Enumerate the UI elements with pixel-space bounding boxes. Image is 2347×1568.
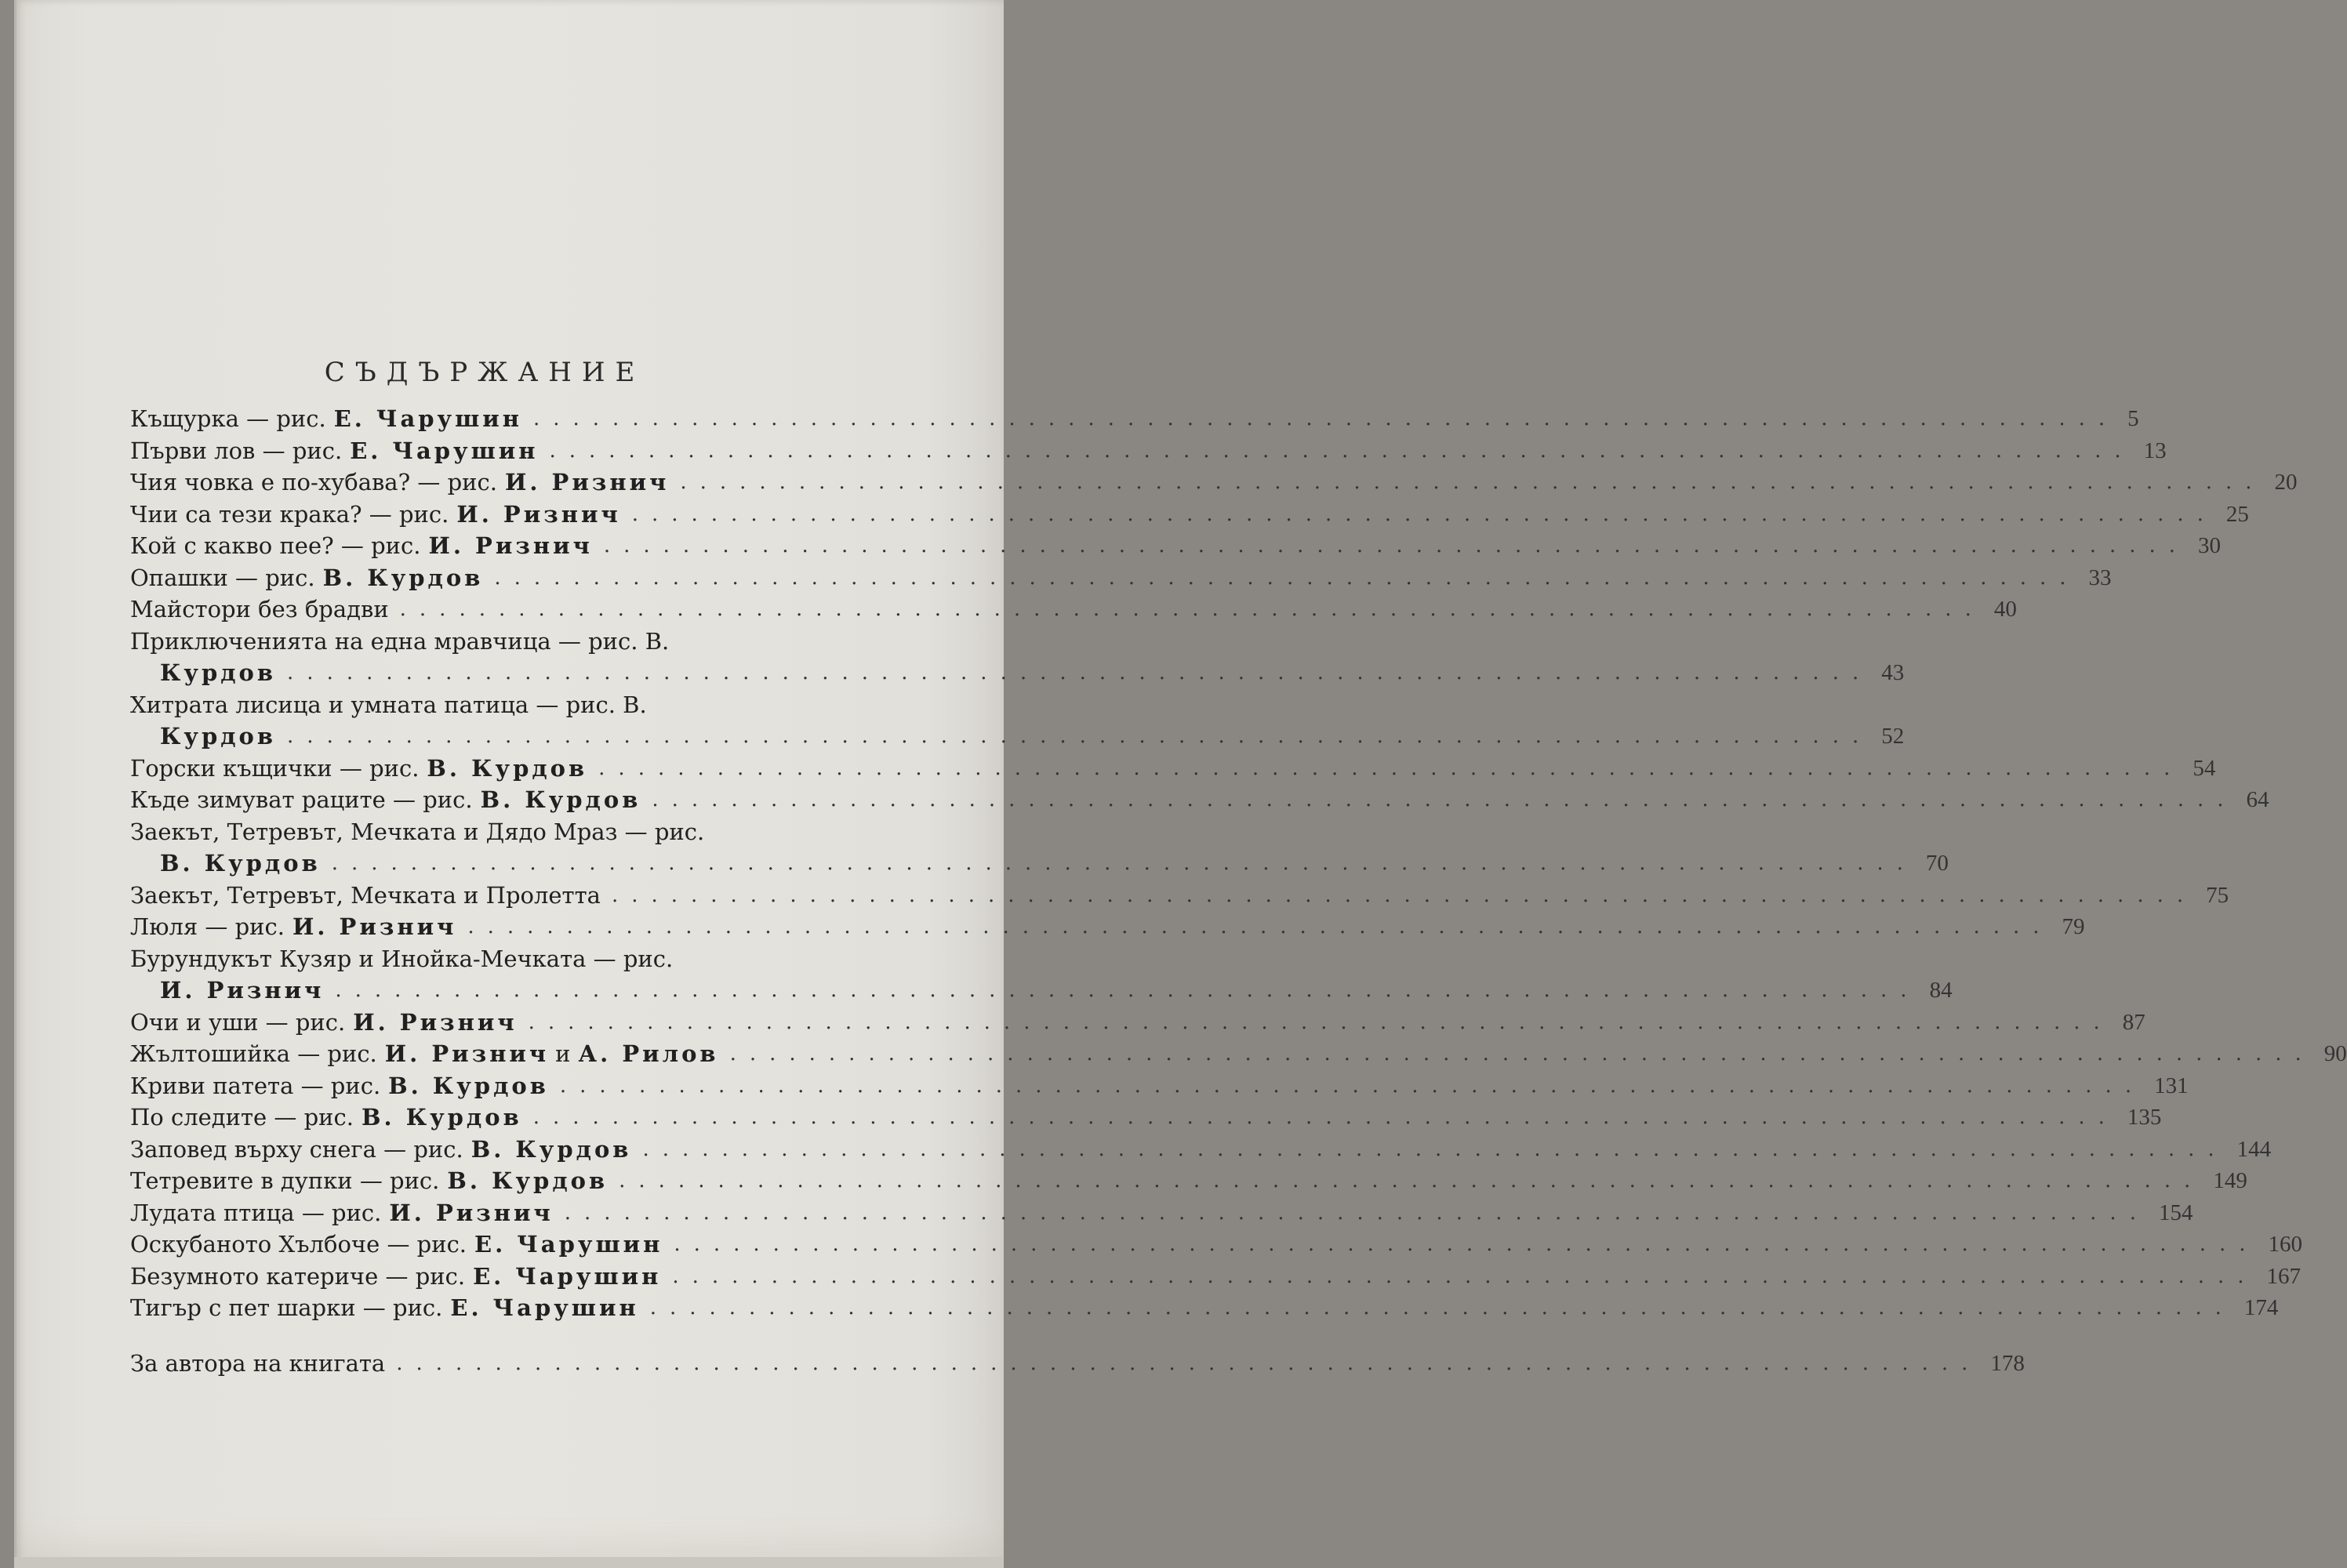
toc-entry (130, 530, 2222, 562)
toc-entry (130, 593, 2017, 626)
toc-entry-line (130, 943, 852, 975)
dot-leader: ................................................................................ (528, 1010, 2113, 1034)
toc-entry (130, 1229, 2303, 1261)
toc-page-number: 40 (1993, 597, 2017, 622)
toc-entry-artist: В. Курдов (160, 850, 321, 877)
dot-leader: ................................................................................ (331, 851, 1916, 875)
toc-page-number: 54 (2193, 755, 2216, 781)
toc-page-number: 178 (1990, 1350, 2025, 1376)
toc-entry-artist: А. Рилов (578, 1040, 719, 1067)
dot-leader: ................................................................................ (549, 438, 2134, 463)
toc-entry-artist: И. Ризнич (384, 1040, 550, 1067)
toc-entry-continuation (130, 975, 1953, 1007)
toc-entry-artist: И. Ризнич (292, 913, 457, 940)
toc-entry-title: Безумното катериче — рис. (130, 1262, 466, 1290)
toc-entry (130, 435, 2167, 467)
toc-entry-artist: Е. Чарушин (450, 1294, 639, 1321)
toc-entry-conjunction: и (555, 1040, 571, 1067)
dot-leader: ................................................................................ (672, 1264, 2258, 1288)
toc-page-number: 144 (2236, 1136, 2272, 1162)
toc-entry-title: Майстори без брадви (130, 596, 389, 622)
page-bottom-edge (14, 1557, 1004, 1568)
page-title: СЪДЪРЖАНИЕ (324, 356, 645, 388)
toc-page-number: 131 (2154, 1073, 2189, 1098)
toc-entry-title: Опашки — рис. (130, 564, 315, 591)
toc-entry-artist: В. Курдов (361, 1104, 522, 1131)
toc-entry-title: Къде зимуват раците — рис. (130, 786, 473, 813)
toc-entry-title: Очи и уши — рис. (130, 1008, 346, 1036)
dot-leader: ................................................................................ (642, 1137, 2228, 1161)
toc-entry-title: Заекът, Тетревът, Мечката и Дядо Мраз — рис. (130, 818, 705, 845)
toc-page-number: 20 (2274, 470, 2298, 495)
toc-page-number: 160 (2268, 1232, 2303, 1257)
toc-page-number: 149 (2213, 1168, 2247, 1193)
toc-entry-continuation (130, 657, 1905, 689)
toc-entry-artist: Е. Чарушин (333, 405, 522, 432)
dot-leader: ................................................................................ (729, 1042, 2315, 1065)
dot-leader: ................................................................................ (564, 1200, 2149, 1225)
toc-entry (130, 499, 2249, 531)
toc-entry-artist: Е. Чарушин (474, 1231, 663, 1258)
toc-entry-title: Жълтошийка — рис. (130, 1040, 377, 1067)
toc-entry-title: Криви патета — рис. (130, 1072, 381, 1099)
toc-entry-line (130, 626, 852, 658)
toc-entry-line (130, 816, 852, 848)
page-gutter (14, 0, 16, 1568)
dot-leader: ................................................................................ (603, 534, 2189, 557)
toc-entry-continuation (130, 720, 1905, 753)
dot-leader: ................................................................................ (619, 1169, 2204, 1192)
toc-entry-title: Приключенията на една мравчица — рис. В. (130, 627, 670, 655)
table-of-contents (130, 403, 2347, 1379)
toc-page-number: 75 (2206, 882, 2229, 908)
spacer (130, 1324, 852, 1348)
toc-entry-title: По следите — рис. (130, 1104, 354, 1131)
toc-entry (130, 753, 2216, 785)
toc-entry-title: Тигър с пет шарки — рис. (130, 1294, 443, 1321)
toc-page-number: 33 (2088, 564, 2112, 590)
toc-entry (130, 880, 2229, 912)
toc-entry-artist: Курдов (160, 659, 277, 686)
toc-entry (130, 1070, 2189, 1102)
toc-page-number: 154 (2158, 1200, 2193, 1225)
toc-page-number: 52 (1881, 724, 1905, 749)
toc-entry (130, 1261, 2302, 1293)
toc-page-number: 174 (2243, 1295, 2279, 1320)
dot-leader: ................................................................................ (649, 1296, 2235, 1319)
toc-page-number: 5 (2127, 406, 2139, 431)
toc-entry-artist: В. Курдов (388, 1072, 549, 1099)
toc-entry (130, 562, 2112, 594)
toc-page-number: 84 (1929, 978, 1953, 1003)
toc-entry-artist: В. Курдов (470, 1135, 632, 1163)
toc-entry-title: Хитрата лисица и умната патица — рис. В. (130, 691, 647, 718)
toc-page-number: 30 (2198, 533, 2222, 558)
toc-page-number: 13 (2143, 437, 2167, 463)
toc-page-number: 135 (2127, 1105, 2162, 1130)
dot-leader: ................................................................................ (532, 1105, 2118, 1129)
toc-entry (130, 403, 2139, 435)
toc-entry (130, 1134, 2272, 1166)
toc-entry (130, 1165, 2247, 1197)
dot-leader: ................................................................................ (396, 1351, 1982, 1375)
toc-entry-artist: И. Ризнич (353, 1008, 518, 1036)
toc-entry (130, 1038, 2347, 1070)
toc-entry-artist: В. Курдов (447, 1167, 609, 1194)
toc-entry-title: Кой с какво пее? — рис. (130, 532, 421, 559)
toc-page-number: 64 (2246, 787, 2269, 812)
toc-entry-title: Заекът, Тетревът, Мечката и Пролетта (130, 881, 601, 909)
toc-entry-title: Заповед върху снега — рис. (130, 1135, 463, 1163)
book-page (14, 0, 2347, 1568)
dot-leader: ................................................................................ (287, 724, 1873, 748)
toc-entry (130, 784, 2269, 816)
dot-leader: ................................................................................ (494, 565, 2080, 590)
toc-entry-title: Горски къщички — рис. (130, 754, 420, 782)
dot-leader: ................................................................................ (399, 597, 1985, 621)
dot-leader: ................................................................................ (598, 756, 2184, 780)
toc-entry-title: Лудата птица — рис. (130, 1199, 382, 1226)
toc-entry-artist: Курдов (160, 723, 277, 750)
toc-entry-artist: И. Ризнич (160, 977, 325, 1004)
toc-entry-artist: В. Курдов (480, 786, 641, 813)
toc-entry-artist: Е. Чарушин (350, 437, 539, 464)
toc-page-number: 25 (2225, 501, 2249, 527)
toc-page-number: 70 (1925, 851, 1949, 876)
toc-entry-artist: Е. Чарушин (473, 1262, 662, 1290)
toc-entry (130, 1102, 2162, 1134)
toc-entry-artist: И. Ризнич (428, 532, 593, 559)
dot-leader: ................................................................................ (652, 788, 2237, 811)
dot-leader: ................................................................................ (611, 883, 2197, 907)
toc-entry-title: Люля — рис. (130, 913, 285, 940)
toc-entry-title: Тетревите в дупки — рис. (130, 1167, 440, 1194)
toc-page-number: 87 (2122, 1009, 2145, 1035)
toc-entry (130, 1197, 2193, 1229)
toc-entry-title: Първи лов — рис. (130, 437, 343, 464)
dot-leader: ................................................................................ (559, 1073, 2145, 1098)
toc-entry-artist: И. Ризнич (456, 500, 621, 528)
toc-entry (130, 1007, 2145, 1039)
toc-entry-title: Къщурка — рис. (130, 405, 326, 432)
toc-page-number: 43 (1881, 660, 1905, 685)
dot-leader: ................................................................................ (674, 1232, 2259, 1256)
toc-entry-artist: В. Курдов (427, 754, 588, 782)
dot-leader: ................................................................................ (467, 915, 2053, 938)
toc-entry (130, 911, 2085, 943)
toc-page-number: 79 (2062, 914, 2085, 939)
toc-entry-title: Бурундукът Кузяр и Инойка-Мечката — рис. (130, 945, 674, 972)
toc-entry-line (130, 689, 852, 721)
dot-leader: ................................................................................ (680, 470, 2265, 494)
toc-entry-title: За автора на книгата (130, 1349, 386, 1377)
toc-entry (130, 1292, 2279, 1324)
toc-entry-artist: И. Ризнич (389, 1199, 554, 1226)
dot-leader: ................................................................................ (335, 978, 1920, 1002)
toc-entry-continuation (130, 848, 1949, 880)
dot-leader: ................................................................................ (533, 407, 2119, 430)
dot-leader: ................................................................................ (631, 502, 2217, 526)
toc-page-number: 167 (2266, 1263, 2302, 1289)
toc-page-number: 90 (2323, 1041, 2347, 1066)
toc-entry-title: Чии са тези крака? — рис. (130, 500, 449, 528)
toc-entry-title: Чия човка е по-хубава? — рис. (130, 469, 497, 495)
toc-entry-artist: В. Курдов (322, 564, 484, 591)
toc-entry-title: Оскубаното Хълбоче — рис. (130, 1231, 467, 1258)
toc-entry-about-author (130, 1348, 2025, 1380)
toc-entry (130, 466, 2298, 499)
dot-leader: ................................................................................ (287, 661, 1873, 684)
toc-entry-artist: И. Ризнич (504, 469, 670, 495)
